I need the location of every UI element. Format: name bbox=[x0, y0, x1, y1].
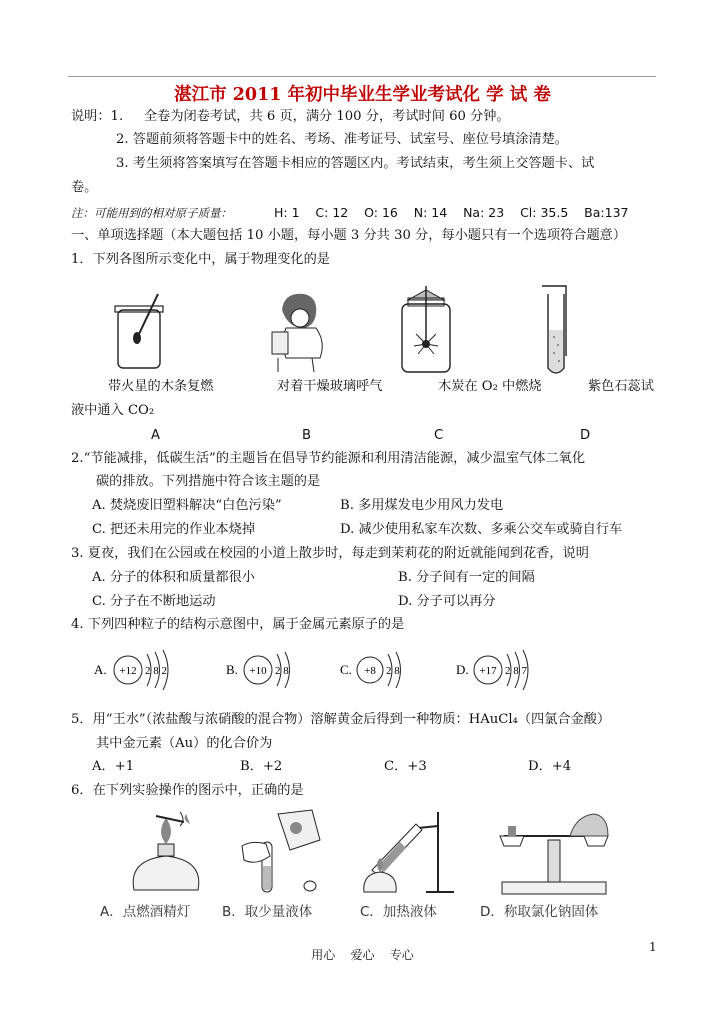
q1-caption-b: 对着干燥玻璃呼气 bbox=[277, 379, 383, 394]
atomic-mass-label: 注：可能用到的相对原子质量： bbox=[71, 206, 232, 220]
q5-option-a: A．+1 bbox=[92, 759, 135, 774]
header-rule bbox=[68, 76, 656, 77]
atom-b-letter: B. bbox=[226, 662, 238, 677]
q5-option-b: B．+2 bbox=[240, 759, 283, 774]
page-title: 湛江市 2011 年初中毕业生学业考试化 学 试 卷 bbox=[174, 85, 551, 105]
question-5-stem-2: 其中金元素（Au）的化合价为 bbox=[96, 736, 273, 751]
figure-breath-on-glass bbox=[268, 288, 328, 374]
q1-letter-c: C bbox=[434, 428, 444, 443]
atom-diagram-b bbox=[224, 648, 324, 696]
atom-c-shells: 2 8 bbox=[386, 665, 400, 677]
q1-letter-a: A bbox=[151, 428, 161, 443]
instruction-3b: 卷。 bbox=[71, 180, 98, 195]
atom-diagram-d bbox=[454, 648, 564, 696]
atom-a-nucleus: +12 bbox=[119, 665, 137, 677]
q6-option-b: B．取少量液体 bbox=[222, 904, 313, 920]
atom-c-letter: C. bbox=[340, 662, 352, 677]
q2-option-d: D. 减少使用私家车次数、多乘公交车或骑自行车 bbox=[340, 522, 623, 537]
q6-option-c: C．加热液体 bbox=[360, 904, 437, 920]
figure-litmus-test-tube bbox=[532, 280, 582, 378]
figure-weighing-nacl bbox=[494, 806, 614, 898]
q3-option-c: C. 分子在不断地运动 bbox=[92, 594, 216, 609]
atom-d-nucleus: +17 bbox=[479, 665, 497, 677]
atom-d-letter: D. bbox=[456, 662, 469, 677]
instruction-1: 全卷为闭卷考试，共 6 页，满分 100 分，考试时间 60 分钟。 bbox=[144, 109, 510, 124]
q3-option-d: D. 分子可以再分 bbox=[398, 594, 496, 609]
instructions-lead: 说明：1. bbox=[71, 109, 124, 124]
q5-option-c: C．+3 bbox=[384, 759, 427, 774]
question-3-stem: 3. 夏夜，我们在公园或在校园的小道上散步时，每走到茉莉花的附近就能闻到花香，说明 bbox=[71, 546, 589, 561]
instruction-2: 2. 答题前须将答题卡中的姓名、考场、准考证号、试室号、座位号填涂清楚。 bbox=[116, 132, 568, 147]
question-5-stem-1: 5．用“王水”（浓盐酸与浓硝酸的混合物）溶解黄金后得到一种物质：HAuCl₄（四氯合金酸） bbox=[71, 712, 611, 727]
q1-letter-b: B bbox=[302, 428, 312, 443]
q3-option-a: A. 分子的体积和质量都很小 bbox=[92, 570, 255, 585]
atom-b-shells: 2 8 bbox=[275, 665, 289, 677]
atom-c-nucleus: +8 bbox=[364, 665, 376, 677]
q6-option-d: D．称取氯化钠固体 bbox=[480, 904, 599, 920]
question-1-stem: 1．下列各图所示变化中，属于物理变化的是 bbox=[71, 252, 330, 267]
section-heading: 一、单项选择题（本大题包括 10 小题，每小题 3 分共 30 分，每小题只有一个选项符合题意） bbox=[71, 228, 627, 243]
q1-caption-a: 带火星的木条复燃 bbox=[108, 379, 214, 394]
q5-option-d: D．+4 bbox=[528, 759, 572, 774]
figure-heating-liquid bbox=[358, 806, 458, 898]
atom-a-letter: A. bbox=[94, 662, 107, 677]
figure-taking-liquid bbox=[238, 806, 328, 898]
figure-lighting-alcohol-lamp bbox=[126, 810, 206, 896]
q6-option-a: A．点燃酒精灯 bbox=[100, 904, 191, 920]
q3-option-b: B. 分子间有一定的间隔 bbox=[398, 570, 535, 585]
question-2-stem-1: 2.“节能减排，低碳生活”的主题旨在倡导节约能源和利用清洁能源，减少温室气体二氧化 bbox=[71, 451, 585, 466]
q1-caption-c: 木炭在 O₂ 中燃烧 bbox=[438, 379, 542, 394]
question-2-stem-2: 碳的排放。下列措施中符合该主题的是 bbox=[96, 474, 321, 489]
atom-diagram-c bbox=[338, 648, 438, 696]
atomic-mass-values: H: 1 C: 12 O: 16 N: 14 Na: 23 Cl: 35.5 Ba:137 bbox=[274, 205, 629, 220]
q1-caption-d2: 液中通入 CO₂ bbox=[71, 403, 155, 418]
q1-letter-d: D bbox=[580, 428, 591, 443]
page-footer: 用心 爱心 专心 bbox=[311, 948, 414, 962]
instruction-3a: 3. 考生须将答案填写在答题卡相应的答题区内。考试结束，考生须上交答题卡、试 bbox=[116, 156, 595, 171]
page-number: 1 bbox=[649, 940, 657, 954]
q2-option-b: B. 多用煤发电少用风力发电 bbox=[340, 498, 504, 513]
q2-option-c: C. 把还未用完的作业本烧掉 bbox=[92, 522, 256, 537]
atom-diagram-a bbox=[92, 648, 202, 696]
atom-b-nucleus: +10 bbox=[249, 665, 267, 677]
atom-a-shells: 2 8 2 bbox=[145, 665, 167, 677]
q2-option-a: A. 焚烧废旧塑料解决“白色污染” bbox=[92, 498, 282, 513]
question-6-stem: 6．在下列实验操作的图示中，正确的是 bbox=[71, 783, 304, 798]
q1-caption-d1: 紫色石蕊试 bbox=[588, 379, 654, 394]
figure-glowing-splint bbox=[112, 288, 172, 372]
atom-d-shells: 2 8 7 bbox=[505, 665, 527, 677]
question-4-stem: 4. 下列四种粒子的结构示意图中，属于金属元素原子的是 bbox=[71, 617, 405, 632]
figure-charcoal-burning bbox=[392, 282, 462, 376]
